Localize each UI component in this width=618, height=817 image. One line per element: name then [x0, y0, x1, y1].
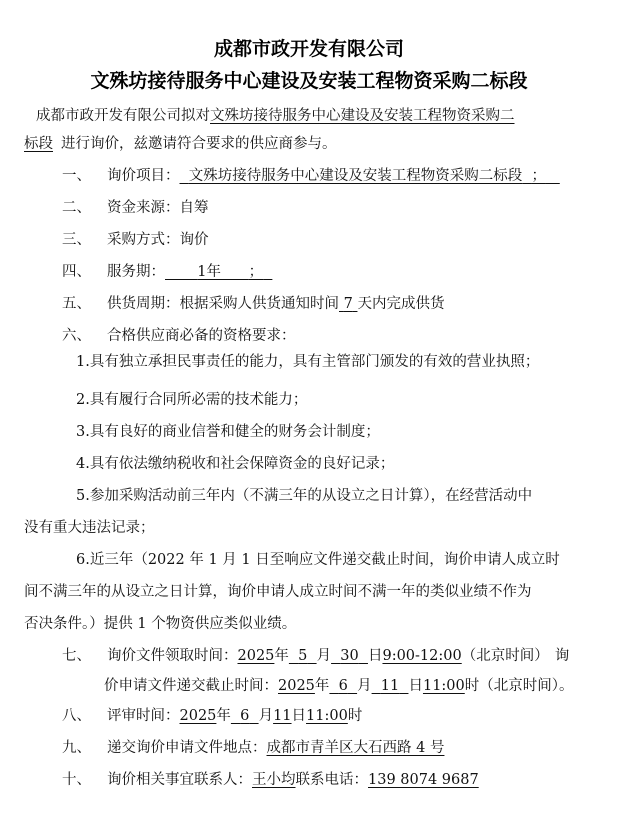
section-8-day-label: 日: [291, 708, 307, 724]
section-7-deadline-month-label: 月: [357, 678, 372, 694]
section-7-label: 询价文件领取时间：: [107, 648, 238, 664]
requirement-6-line-3: 否决条件。）提供 1 个物资供应类似业绩。: [24, 616, 297, 632]
section-4: [62, 262, 272, 282]
section-4-number: 四、: [62, 264, 91, 280]
section-7-deadline-year: 2025: [278, 678, 315, 694]
requirement-2: 2.具有履行合同所必需的技术能力；: [76, 392, 308, 408]
section-1-label: 询价项目：: [107, 168, 180, 184]
section-9-label: 递交询价申请文件地点：: [107, 740, 267, 756]
section-7-line-2: [104, 676, 574, 696]
section-9-address: 成都市青羊区大石西路 4 号: [266, 740, 445, 756]
section-7-deadline-month: 6: [338, 678, 348, 694]
section-10-number: 十、: [62, 772, 91, 788]
section-6-number: 六、: [62, 328, 91, 344]
section-10-phone: 139 8074 9687: [368, 772, 479, 788]
section-7-day-label: 日: [367, 648, 383, 664]
section-6: [62, 326, 296, 346]
section-8: [62, 706, 362, 726]
section-1-number: 一、: [62, 168, 91, 184]
section-7-month: 5: [298, 648, 308, 664]
section-10: [62, 770, 479, 790]
section-8-time: 11:00: [306, 708, 348, 724]
section-10-contact: 王小均: [252, 772, 296, 788]
requirement-1: 1.具有独立承担民事责任的能力，具有主管部门颁发的有效的营业执照；: [76, 354, 540, 370]
section-5-number: 五、: [62, 296, 91, 312]
section-8-label: 评审时间：: [107, 708, 180, 724]
requirement-6-line-1: 6.近三年（2022 年 1 月 1 日至响应文件递交截止时间，询价申请人成立时: [76, 552, 560, 568]
section-10-phone-label: 联系电话：: [295, 772, 368, 788]
requirement-5-line-1: 5.参加采购活动前三年内（不满三年的从设立之日计算），在经营活动中: [76, 488, 533, 504]
section-8-number: 八、: [62, 708, 91, 724]
section-8-year-label: 年: [216, 708, 231, 724]
section-7-deadline-day-label: 日: [408, 678, 423, 694]
section-9-number: 九、: [62, 740, 91, 756]
section-5-label: 供货周期：: [107, 296, 180, 312]
intro-text-end: 进行询价，兹邀请符合要求的供应商参与。: [61, 136, 337, 152]
section-5: [62, 294, 444, 314]
section-7-trailing: 询: [554, 648, 570, 664]
section-7-year-label: 年: [274, 648, 289, 664]
company-title: 成都市政开发有限公司: [213, 38, 404, 60]
section-5-text-end: 天内完成供货: [357, 296, 445, 312]
section-1-value: 文殊坊接待服务中心建设及安装工程物资采购二标段 ；: [188, 168, 546, 184]
intro-project-name-end: 标段: [24, 136, 53, 152]
section-10-label: 询价相关事宜联系人：: [107, 772, 252, 788]
section-2-number: 二、: [62, 200, 91, 216]
section-7-year: 2025: [237, 648, 275, 664]
section-7-deadline-timezone: 时（北京时间）。: [464, 678, 574, 694]
section-8-day: 11: [273, 708, 292, 724]
section-6-label: 合格供应商必备的资格要求：: [107, 328, 296, 344]
section-8-month-label: 月: [258, 708, 274, 724]
section-3-value: 询价: [179, 232, 209, 248]
section-2-value: 自筹: [179, 200, 209, 216]
section-7-line-1: [62, 646, 569, 666]
section-7-deadline-year-label: 年: [314, 678, 330, 694]
section-7-timezone: （北京时间）: [461, 648, 549, 664]
section-7-time: 9:00-12:00: [382, 648, 462, 664]
section-7-number: 七、: [62, 648, 91, 664]
requirement-4: 4.具有依法缴纳税收和社会保障资金的良好记录；: [76, 456, 395, 472]
section-8-year: 2025: [179, 708, 217, 724]
section-7-deadline-day: 11: [380, 678, 400, 694]
section-5-days: 7: [343, 296, 353, 312]
requirement-6-line-2: 间不满三年的从设立之日计算，询价申请人成立时间不满一年的类似业绩不作为: [24, 584, 532, 600]
section-8-time-label: 时: [347, 708, 363, 724]
section-4-label: 服务期：: [107, 264, 165, 280]
section-7-month-label: 月: [316, 648, 332, 664]
section-3-label: 采购方式：: [107, 232, 180, 248]
section-4-value: 1年 ；: [197, 264, 264, 280]
project-title: 文殊坊接待服务中心建设及安装工程物资采购二标段: [90, 70, 528, 92]
section-2: [62, 198, 209, 218]
requirement-3: 3.具有良好的商业信誉和健全的财务会计制度；: [76, 424, 380, 440]
section-7-day: 30: [340, 648, 359, 664]
section-7-label-2: 价申请文件递交截止时间：: [104, 678, 278, 694]
section-9: [62, 738, 444, 758]
section-1: [62, 166, 560, 186]
intro-project-name: 文殊坊接待服务中心建设及安装工程物资采购二: [210, 108, 515, 124]
section-3: [62, 230, 209, 250]
section-5-text: 根据采购人供货通知时间: [179, 296, 339, 312]
intro-text: 成都市政开发有限公司拟对: [36, 108, 210, 124]
section-2-label: 资金来源：: [107, 200, 180, 216]
section-3-number: 三、: [62, 232, 91, 248]
section-7-deadline-time: 11:00: [422, 678, 465, 694]
requirement-5-line-2: 没有重大违法记录；: [24, 520, 155, 536]
intro-line-1: [36, 106, 515, 126]
intro-line-2: [24, 134, 337, 154]
section-8-month: 6: [240, 708, 250, 724]
